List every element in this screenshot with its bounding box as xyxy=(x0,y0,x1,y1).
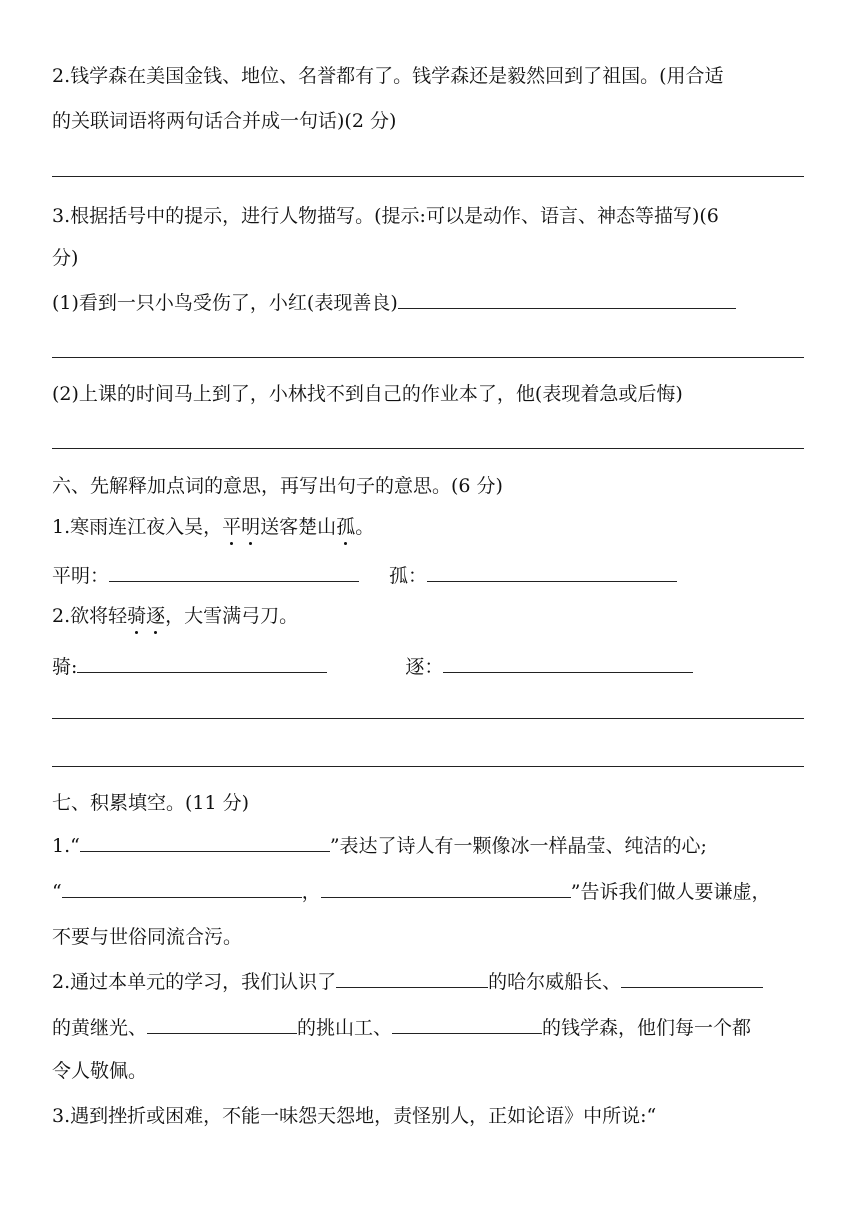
answer-blank[interactable] xyxy=(77,654,327,673)
answer-blank[interactable] xyxy=(321,879,571,898)
question-5-3-sub2: (2)上课的时间马上到了，小林找不到自己的作业本了，他(表现着急或后悔) xyxy=(52,383,683,405)
section-7-q2-line1 xyxy=(52,969,763,994)
q1-comma: ， xyxy=(301,881,321,903)
answer-blank[interactable] xyxy=(336,969,488,988)
question-5-3-line2: 分) xyxy=(52,247,79,269)
q2-d: 的钱学森，他们每一个都 xyxy=(542,1017,752,1039)
q2-b: 的黄继光、 xyxy=(52,1017,148,1039)
section-6-q2 xyxy=(52,604,298,628)
answer-blank[interactable] xyxy=(147,1015,297,1034)
label-pingming: 平明： xyxy=(52,565,110,587)
q1-end: 。 xyxy=(355,516,375,538)
section-7-q1-line1 xyxy=(52,833,707,858)
section-7-q3-line1: 3.遇到挫折或困难，不能一味怨天怨地，责怪别人，正如论语》中所说:“ xyxy=(52,1105,657,1127)
dotted-char: 孤 xyxy=(336,516,356,538)
dotted-char: 明 xyxy=(241,516,261,538)
answer-blank[interactable] xyxy=(398,290,736,309)
dotted-char: 逐 xyxy=(146,605,166,627)
q2-a: 的哈尔威船长、 xyxy=(488,971,622,993)
q2-c: 的挑山工、 xyxy=(297,1017,393,1039)
q2-rest: ，大雪满弓刀。 xyxy=(165,605,299,627)
section-7-q1-line2 xyxy=(52,879,770,904)
q2-start: 2.通过本单元的学习，我们认识了 xyxy=(52,971,337,993)
answer-blank[interactable] xyxy=(80,833,330,852)
q2-prefix: 2.欲将轻 xyxy=(52,605,128,627)
answer-line[interactable] xyxy=(52,718,804,719)
answer-line[interactable] xyxy=(52,176,804,177)
answer-blank[interactable] xyxy=(62,879,302,898)
q1-close: ”告诉我们做人要谦虚， xyxy=(570,881,771,903)
dotted-char: 骑 xyxy=(127,605,147,627)
section-7-heading: 七、积累填空。(11 分) xyxy=(52,792,250,814)
section-6-q1-answers xyxy=(52,563,677,588)
answer-blank[interactable] xyxy=(392,1015,542,1034)
section-6-q2-answers xyxy=(52,654,693,679)
dotted-char: 平 xyxy=(222,516,242,538)
section-7-q2-line2 xyxy=(52,1015,751,1040)
q1-open-quote: “ xyxy=(52,881,62,903)
q1-mid: ”表达了诗人有一颗像冰一样晶莹、纯洁的心; xyxy=(329,835,707,857)
answer-line[interactable] xyxy=(52,448,804,449)
label-qi: 骑: xyxy=(52,656,78,678)
sub1-text: (1)看到一只小鸟受伤了，小红(表现善良) xyxy=(52,292,398,314)
section-7-q1-line3: 不要与世俗同流合污。 xyxy=(52,926,243,948)
section-6-heading: 六、先解释加点词的意思，再写出句子的意思。(6 分) xyxy=(52,475,503,497)
answer-blank[interactable] xyxy=(109,563,359,582)
label-zhu: 逐： xyxy=(405,656,444,678)
answer-line[interactable] xyxy=(52,766,804,767)
q1-prefix: 1.寒雨连江夜入吴， xyxy=(52,516,223,538)
label-gu: 孤： xyxy=(389,565,428,587)
section-6-q1 xyxy=(52,515,374,539)
section-7-q2-line3: 令人敬佩。 xyxy=(52,1060,148,1082)
q1-middle: 送客楚山 xyxy=(260,516,337,538)
question-5-2-line1: 2.钱学森在美国金钱、地位、名誉都有了。钱学森还是毅然回到了祖国。(用合适 xyxy=(52,65,724,87)
q1-start: 1.“ xyxy=(52,835,80,857)
answer-blank[interactable] xyxy=(427,563,677,582)
question-5-3-sub1 xyxy=(52,290,736,315)
question-5-3-line1: 3.根据括号中的提示，进行人物描写。(提示:可以是动作、语言、神态等描写)(6 xyxy=(52,205,719,227)
answer-blank[interactable] xyxy=(443,654,693,673)
answer-blank[interactable] xyxy=(621,969,763,988)
answer-line[interactable] xyxy=(52,357,804,358)
question-5-2-line2: 的关联词语将两句话合并成一句话)(2 分) xyxy=(52,110,397,132)
